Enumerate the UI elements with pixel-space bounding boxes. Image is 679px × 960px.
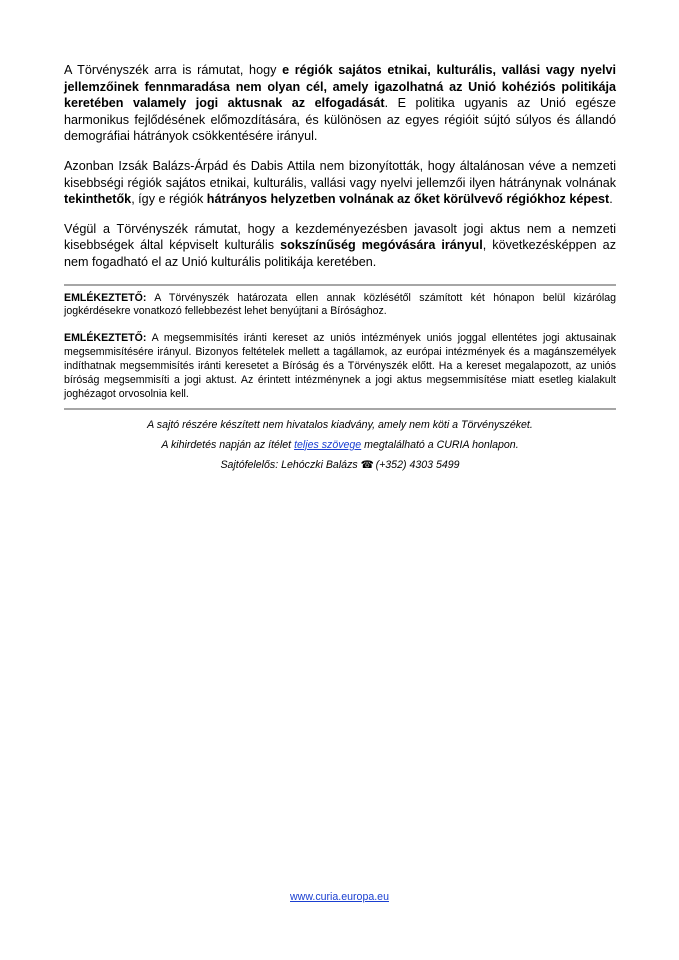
text-run: Végül a Törvényszék rámutat, hogy a kezdeményezésben javasolt jogi aktus nem a nemzeti kisebbségek által képviselt kulturális [64, 221, 616, 253]
bold-text-run: sokszínűség megóvására irányul [280, 238, 483, 253]
body-paragraph [64, 62, 616, 145]
reminder-note-appeal [64, 292, 616, 320]
text-run: A Törvényszék arra is rámutat, hogy [64, 63, 283, 77]
reminder-label: EMLÉKEZTETŐ: [64, 291, 147, 304]
curia-website-link[interactable]: www.curia.europa.eu [290, 891, 389, 903]
divider-top [64, 284, 616, 286]
body-paragraph [64, 221, 616, 271]
bold-text-run: e régiók sajátos etnikai, kulturális, vallási vagy nyelvi jellemzőinek fennmaradása nem olyan cél, amely igazolhatná az Unió kohéziós politikája keretében valamely jogi aktusnak az elfogadását [64, 63, 616, 111]
document-page [64, 62, 616, 479]
fulltext-line [64, 439, 616, 453]
disclaimer-text: A sajtó részére készített nem hivatalos kiadvány, amely nem köti a Törvényszéket. [147, 418, 533, 431]
text-run: Azonban Izsák Balázs-Árpád és Dabis Attila nem bizonyították, hogy általánosan véve a nemzeti kisebbségi régiók sajátos etnikai, kulturális, vallási vagy nyelvi jellemzői ilyen hátránynak volnának [64, 158, 616, 190]
press-contact-line [64, 459, 616, 473]
fulltext-suffix: megtalálható a CURIA honlapon. [361, 438, 519, 451]
press-footer [64, 419, 616, 473]
reminder-text: A Törvényszék határozata ellen annak közlésétől számított két hónapon belül kizárólag jogkérdésekre vonatkozó fellebbezést lehet benyújtani a Bírósághoz. [64, 291, 616, 318]
phone-icon: ☎ [360, 458, 374, 471]
divider-bottom [64, 408, 616, 410]
fulltext-link[interactable]: teljes szövege [294, 438, 362, 451]
phone-number: (+352) 4303 5499 [375, 458, 460, 471]
site-footer [0, 891, 679, 903]
press-officer: Sajtófelelős: Lehóczki Balázs [220, 458, 358, 471]
bold-text-run: tekinthetők [64, 192, 132, 207]
fulltext-prefix: A kihirdetés napján az ítélet [161, 438, 295, 451]
bold-text-run: hátrányos helyzetben volnának az őket körülvevő régiókhoz képest [206, 192, 610, 207]
body-paragraphs [64, 62, 616, 271]
text-run: . [609, 192, 613, 207]
reminder-label: EMLÉKEZTETŐ: [64, 332, 147, 345]
text-run: , így e régiók [131, 192, 207, 207]
body-paragraph [64, 158, 616, 208]
reminder-note-annulment [64, 332, 616, 402]
reminder-text: A megsemmisítés iránti kereset az uniós intézmények uniós joggal ellentétes jogi aktusainak megsemmisítésére irányul. Bizonyos feltételek mellett a tagállamok, az európai intézmények és a magánszemélyek indíthatnak megsemmisítés iránti keresetet a Bíróság és a Törvényszék előtt. Ha a kereset megalapozott, az uniós bíróság megsemmisíti a jogi aktust. Az érintett intézménynek a jogi aktus megsemmisítése miatt esetleg kialakult joghézagot orvosolnia kell. [64, 332, 616, 400]
text-run: , következésképpen az nem fogadható el az Unió kulturális politikája keretében. [64, 238, 616, 269]
text-run: . E politika ugyanis az Unió egésze harmonikus fejlődésének előmozdítására, és különösen az egyes régióit sújtó súlyos és állandó demográfiai hátrányok csökkentésére irányul. [64, 96, 616, 144]
